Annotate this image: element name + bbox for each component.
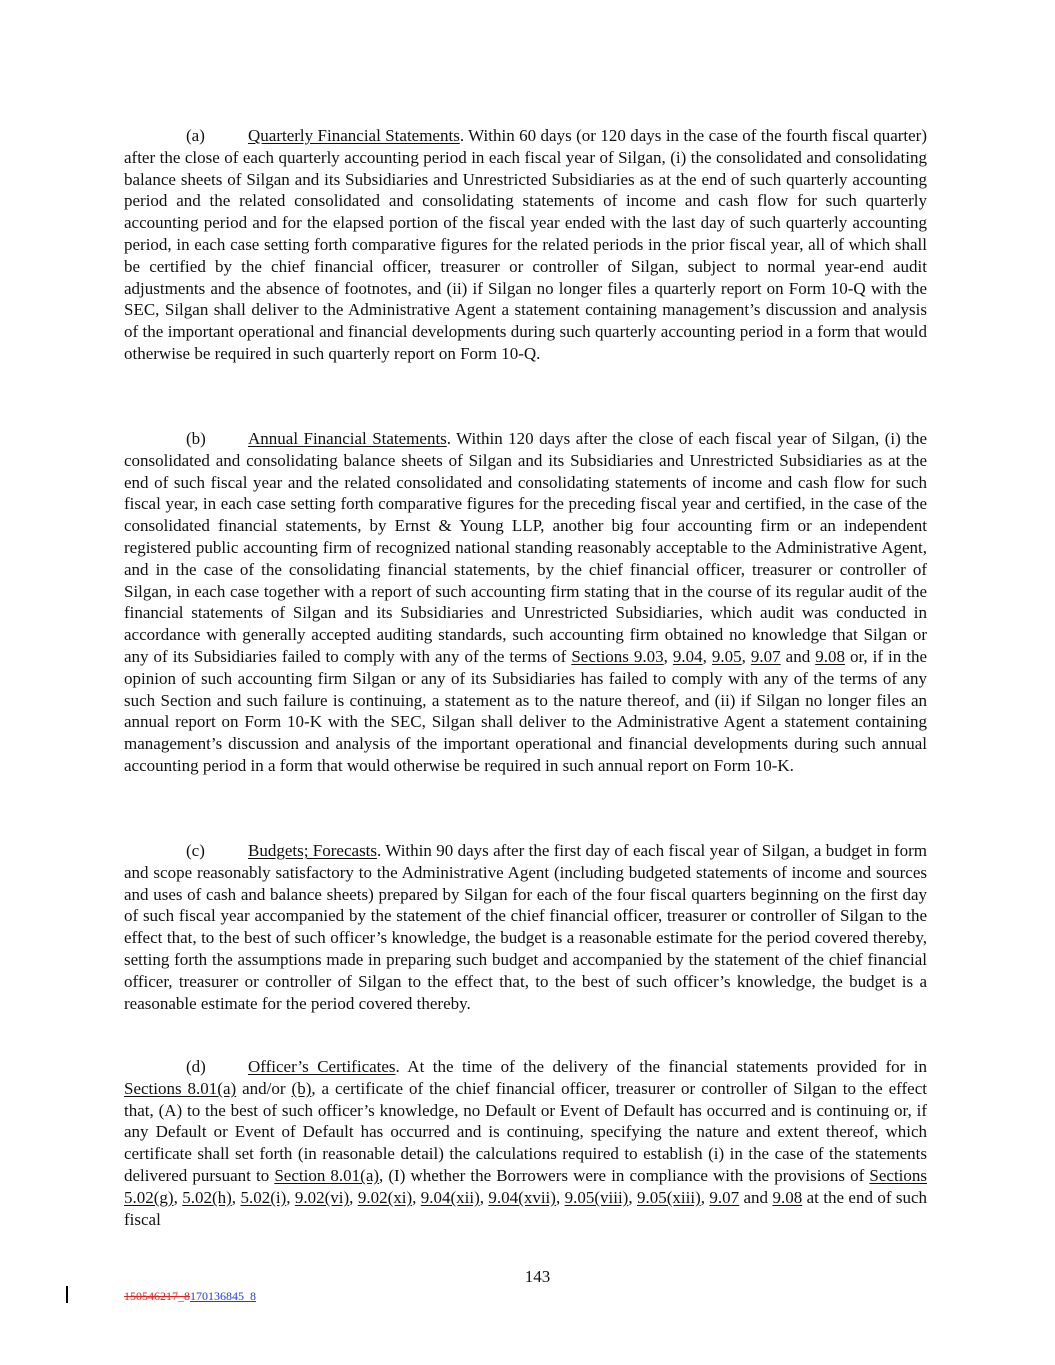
- section-reference: 9.04(xvii): [488, 1187, 556, 1207]
- paragraph-d: [124, 1056, 927, 1230]
- section-reference: 5.02(i): [240, 1187, 287, 1207]
- section-reference: 9.05: [711, 646, 742, 666]
- section-reference: 9.08: [815, 646, 845, 666]
- section-heading: Quarterly Financial Statements: [248, 126, 460, 145]
- paragraph-text: or, if in the opinion of such accounting firm Silgan or any of its Subsidiaries has failed to comply with any of the terms of any such Section and such failure is continuing, a statement as to the nature thereof, and (ii) if Silgan no longer files an annual report on Form 10-K with the SEC, Silgan shall deliver to the Administrative Agent a statement containing management’s discussion and analysis of the important operational and financial developments during such annual accounting period in a form that would otherwise be required in such annual report on Form 10-K.: [124, 646, 928, 775]
- paragraph-text: . Within 90 days after the first day of each fiscal year of Silgan, a budget in form and scope reasonably satisfactory to the Administrative Agent (including budgeted statements of income and sources and uses of cash and balance sheets) prepared by Silgan for each of the four fiscal quarters beginning on the first day of such fiscal year accompanied by the statement of the chief financial officer, treasurer or controller of Silgan to the effect that, to the best of such officer’s knowledge, the budget is a reasonable estimate for the period covered thereby, setting forth the assumptions made in preparing such budget and accompanied by the statement of the chief financial officer, treasurer or controller of Silgan to the effect that, to the best of such officer’s knowledge, the budget is a reasonable estimate for the period covered thereby.: [124, 841, 928, 1013]
- paragraph-text: , (I) whether the Borrowers were in compliance with the provisions of: [379, 1165, 870, 1185]
- section-reference: Section 8.01(a): [274, 1165, 380, 1185]
- section-reference: 9.05(viii): [564, 1187, 629, 1207]
- separator: ,: [173, 1187, 183, 1207]
- page-number: 143: [524, 1267, 551, 1286]
- separator: ,: [628, 1187, 637, 1207]
- paragraph-text: at the end of such fiscal: [124, 1187, 928, 1229]
- paragraph-text: . Within 120 days after the close of each fiscal year of Silgan, (i) the consolidated and consolidating balance sheets of Silgan and its Subsidiaries and Unrestricted Subsidiaries as at the end of such fiscal year and the related consolidated and consolidating statements of income and cash flow for such fiscal year, in each case setting forth comparative figures for the preceding fiscal year and certified, in the case of the consolidated financial statements, by Ernst & Young LLP, another big four accounting firm or an independent registered public accounting firm of recognized national standing reasonably acceptable to the Administrative Agent, and in the case of the consolidating financial statements, by the chief financial officer, treasurer or controller of Silgan, in each case together with a report of such accounting firm stating that in the course of its regular audit of the financial statements of Silgan and its Subsidiaries and Unrestricted Subsidiaries, which audit was conducted in accordance with generally accepted auditing standards, such accounting firm obtained no knowledge that Silgan or any of its Subsidiaries failed to comply with any of the terms of: [124, 429, 927, 666]
- section-reference: 9.08: [772, 1187, 803, 1207]
- section-reference: Sections 9.03: [571, 646, 664, 666]
- separator: ,: [231, 1187, 241, 1207]
- revision-change-bar: [66, 1286, 68, 1303]
- separator: ,: [349, 1187, 358, 1207]
- separator: ,: [700, 1187, 710, 1207]
- separator: ,: [663, 646, 673, 666]
- section-reference: 9.04: [672, 646, 703, 666]
- paragraph-number: (d): [186, 1057, 206, 1076]
- paragraph-c: [124, 840, 927, 1014]
- inserted-document-id: 170136845_8: [190, 1289, 256, 1303]
- section-heading: Annual Financial Statements: [248, 429, 447, 448]
- paragraph-number: (a): [186, 126, 205, 145]
- paragraph-b: [124, 428, 927, 777]
- section-heading: Officer’s Certificates: [248, 1057, 396, 1076]
- separator: ,: [555, 1187, 565, 1207]
- separator: ,: [741, 646, 751, 666]
- section-reference: 9.04(xii): [420, 1187, 480, 1207]
- separator: and: [739, 1187, 773, 1207]
- section-reference: (b): [291, 1078, 312, 1098]
- separator: and: [780, 646, 816, 666]
- paragraph-text: and/or: [236, 1078, 292, 1098]
- separator: ,: [412, 1187, 421, 1207]
- paragraph-text: . At the time of the delivery of the financial statements provided for in: [395, 1057, 927, 1076]
- section-reference: 9.07: [750, 646, 781, 666]
- paragraph-number: (b): [186, 429, 206, 448]
- section-reference: 9.05(xiii): [636, 1187, 701, 1207]
- section-reference: 5.02(h): [182, 1187, 232, 1207]
- deleted-document-id: 150546217_8: [124, 1289, 190, 1303]
- separator: ,: [286, 1187, 295, 1207]
- paragraph-text: . Within 60 days (or 120 days in the case of the fourth fiscal quarter) after the close of each quarterly accounting period in each fiscal year of Silgan, (i) the consolidated and consolidating balance sheets of Silgan and its Subsidiaries and Unrestricted Subsidiaries as at the end of such quarterly accounting period and the related consolidated and consolidating statements of income and cash flow for such quarterly accounting period and for the elapsed portion of the fiscal year ended with the last day of such quarterly accounting period, in each case setting forth comparative figures for the related periods in the prior fiscal year, all of which shall be certified by the chief financial officer, treasurer or controller of Silgan, subject to normal year-end audit adjustments and the absence of footnotes, and (ii) if Silgan no longer files a quarterly report on Form 10-Q with the SEC, Silgan shall deliver to the Administrative Agent a statement containing management’s discussion and analysis of the important operational and financial developments during such quarterly accounting period in a form that would otherwise be required in such quarterly report on Form 10-Q.: [124, 126, 928, 363]
- section-reference: 9.02(vi): [294, 1187, 350, 1207]
- section-reference: 9.07: [709, 1187, 740, 1207]
- separator: ,: [479, 1187, 489, 1207]
- section-reference: Sections 5.02(g): [124, 1165, 928, 1207]
- separator: ,: [702, 646, 712, 666]
- paragraph-a: [124, 125, 927, 365]
- paragraph-number: (c): [186, 841, 205, 860]
- section-heading: Budgets; Forecasts: [248, 841, 378, 860]
- section-reference: 9.02(xi): [357, 1187, 413, 1207]
- paragraph-text: , a certificate of the chief financial officer, treasurer or controller of Silgan to the effect that, (A) to the best of such officer’s knowledge, no Default or Event of Default has occurred and is continuing or, if any Default or Event of Default has occurred and is continuing, specifying the nature and extent thereof, which certificate shall set forth (in reasonable detail) the calculations required to establish (i) in the case of the statements delivered pursuant to: [124, 1078, 927, 1185]
- document-id: [124, 1289, 256, 1303]
- section-reference: Sections 8.01(a): [124, 1078, 237, 1098]
